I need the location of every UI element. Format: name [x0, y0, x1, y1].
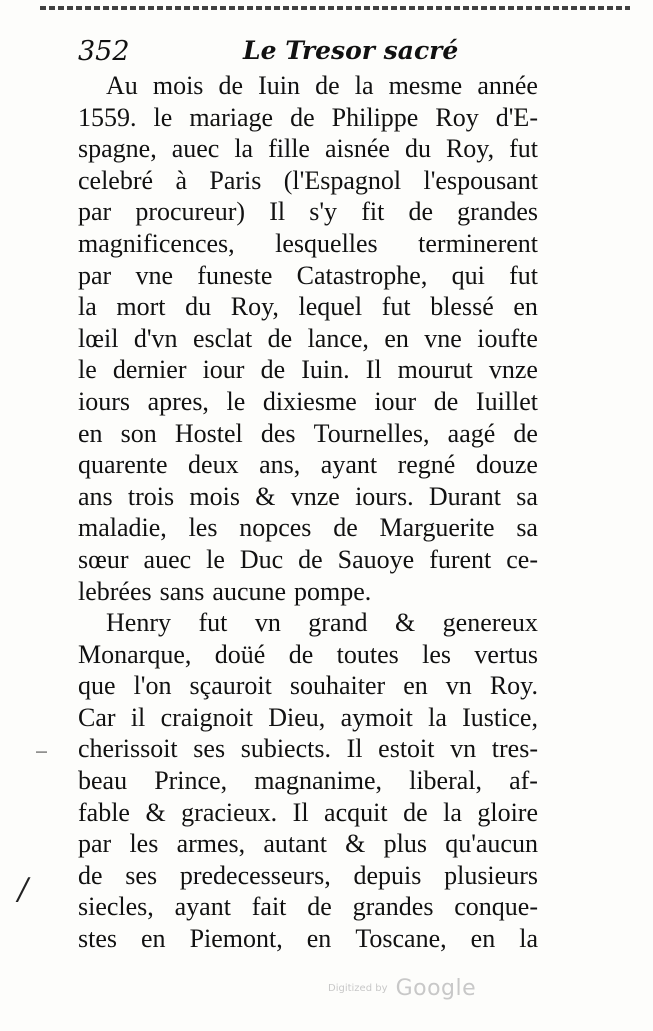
text-word: il	[130, 702, 146, 732]
text-word: craignoit	[160, 702, 253, 732]
text-word: Iustice,	[462, 702, 538, 732]
text-word: son	[120, 418, 157, 448]
text-word: aisnée	[324, 134, 390, 164]
text-word: les	[129, 829, 159, 859]
text-word: doüé	[214, 639, 266, 669]
text-word: plus	[383, 829, 427, 859]
text-word: souhaiter	[289, 671, 386, 701]
text-word: vne	[424, 323, 462, 353]
text-word: vn	[450, 734, 477, 764]
text-word: siecles,	[78, 892, 154, 922]
text-word: de	[290, 102, 315, 132]
running-head	[0, 36, 653, 72]
text-word: sa	[516, 513, 538, 543]
text-line	[78, 512, 538, 544]
text-line	[78, 449, 538, 481]
text-word: sçauroit	[189, 671, 272, 701]
text-word: 1559.	[78, 102, 137, 132]
text-word: la	[428, 702, 447, 732]
page-number: 352	[78, 36, 130, 67]
text-line	[78, 165, 538, 197]
text-word: de	[513, 418, 538, 448]
text-word: ioufte	[477, 323, 538, 353]
text-word: fille	[268, 134, 310, 164]
text-word: Catastrophe,	[296, 260, 428, 290]
text-word: la	[354, 71, 374, 100]
text-word: vertus	[474, 639, 538, 669]
text-word: ans,	[259, 450, 301, 480]
text-word: depuis	[353, 860, 422, 890]
text-word: &	[255, 481, 276, 511]
text-word: par	[78, 260, 112, 290]
text-word: Roy,	[230, 292, 279, 322]
body-text	[78, 70, 538, 955]
text-word: Il	[346, 734, 363, 764]
text-word: qui	[451, 260, 485, 290]
text-word: les	[188, 513, 218, 543]
text-word: dernier	[112, 355, 187, 385]
text-word: Tournelles,	[313, 418, 430, 448]
text-line	[78, 576, 538, 608]
text-word: iours.	[355, 481, 414, 511]
text-word: apres,	[147, 386, 209, 416]
text-word: lebrées	[78, 576, 152, 606]
text-word: funeste	[197, 260, 273, 290]
text-word: mourut	[397, 355, 473, 385]
text-line	[78, 418, 538, 450]
text-word: nopces	[239, 513, 312, 543]
text-word: en	[470, 924, 496, 954]
text-word: de	[315, 71, 340, 100]
text-word: furent	[429, 544, 492, 574]
text-word: lœil	[78, 323, 119, 353]
text-line	[78, 733, 538, 765]
text-word: lequel	[298, 292, 363, 322]
text-line	[78, 386, 538, 418]
text-line	[78, 860, 538, 892]
text-word: Roy	[435, 102, 479, 132]
text-word: Toscane,	[355, 924, 447, 954]
text-word: qu'aucun	[445, 829, 538, 859]
text-word: genereux	[442, 608, 538, 638]
text-word: la	[234, 134, 254, 164]
text-word: magnificences,	[78, 228, 235, 258]
text-word: Iuin.	[301, 355, 350, 385]
text-word: aymoit	[340, 702, 413, 732]
text-word: du	[185, 292, 212, 322]
text-word: Prince,	[154, 766, 228, 796]
text-word: l'on	[133, 671, 172, 701]
text-word: subiects.	[240, 734, 331, 764]
text-line	[78, 196, 538, 228]
text-word: esclat	[192, 323, 253, 353]
text-word: estoit	[378, 734, 435, 764]
text-word: auec	[171, 134, 220, 164]
text-word: par	[78, 197, 112, 227]
text-word: procureur)	[135, 197, 246, 227]
text-line	[78, 639, 538, 671]
text-word: en	[513, 292, 538, 322]
text-word: des	[260, 418, 296, 448]
text-word: fable	[78, 797, 130, 827]
text-word: ses	[125, 860, 158, 890]
text-word: de	[433, 386, 459, 416]
text-word: grandes	[352, 892, 434, 922]
text-word: la	[519, 924, 538, 954]
text-word: conque-	[454, 892, 538, 922]
text-word: trois	[127, 481, 175, 511]
text-word: de	[288, 639, 314, 669]
text-word: mois	[189, 481, 240, 511]
page-top-border	[40, 6, 630, 10]
text-word: auec	[143, 544, 192, 574]
margin-stroke-mark: /	[18, 872, 29, 907]
text-word: ayant	[320, 450, 378, 480]
text-word: s'y	[309, 197, 338, 227]
text-word: vn	[254, 608, 281, 638]
text-word: magnanime,	[254, 766, 382, 796]
text-word: Au	[106, 71, 138, 100]
text-word: mariage	[189, 102, 274, 132]
margin-dash-mark: _	[36, 728, 47, 753]
text-word: cherissoit	[78, 734, 178, 764]
text-word: iour	[374, 386, 417, 416]
text-word: spagne,	[78, 134, 157, 164]
text-word: iour	[202, 355, 245, 385]
text-word: le	[78, 355, 97, 385]
text-word: celebré	[78, 165, 154, 195]
text-word: liberal,	[409, 766, 483, 796]
text-line	[78, 828, 538, 860]
text-word: ses	[193, 734, 226, 764]
text-word: ce-	[506, 544, 538, 574]
watermark-brand: Google	[395, 976, 477, 1001]
text-word: vnze	[290, 481, 340, 511]
text-word: Dieu,	[268, 702, 326, 732]
text-word: pompe.	[294, 576, 372, 606]
text-word: de	[260, 355, 286, 385]
text-word: grandes	[457, 197, 538, 227]
text-line	[78, 607, 538, 639]
text-word: la	[78, 292, 97, 322]
text-word: aucune	[212, 576, 287, 606]
text-word: Iuillet	[475, 386, 538, 416]
text-word: blessé	[430, 292, 494, 322]
text-word: &	[394, 608, 416, 638]
text-word: d'vn	[133, 323, 178, 353]
text-word: en	[403, 671, 428, 701]
text-word: Henry	[106, 608, 171, 638]
text-line	[78, 797, 538, 829]
text-word: maladie,	[78, 513, 167, 543]
text-word: vn	[445, 671, 472, 701]
text-word: dixiesme	[262, 386, 357, 416]
text-word: acquit	[324, 797, 388, 827]
text-word: le	[206, 544, 225, 574]
text-word: l'espousant	[423, 165, 538, 195]
text-word: predecesseurs,	[179, 860, 331, 890]
text-word: de	[298, 544, 323, 574]
text-word: de	[403, 797, 428, 827]
text-word: stes	[78, 924, 117, 954]
text-word: Duc	[239, 544, 284, 574]
text-word: Il	[269, 197, 286, 227]
text-line	[78, 354, 538, 386]
text-word: aagé	[447, 418, 496, 448]
text-word: plusieurs	[444, 860, 538, 890]
text-word: fait	[251, 892, 287, 922]
text-line	[78, 670, 538, 702]
text-word: sans	[159, 576, 205, 606]
text-word: fut	[198, 608, 228, 638]
text-line	[78, 291, 538, 323]
text-word: gracieux.	[181, 797, 278, 827]
text-word: à	[175, 165, 187, 195]
text-word: sa	[516, 481, 538, 511]
text-word: Roy.	[489, 671, 538, 701]
text-word: la	[443, 797, 462, 827]
text-word: fut	[509, 260, 538, 290]
text-word: fut	[509, 134, 538, 164]
text-word: grand	[308, 608, 368, 638]
text-word: douze	[475, 450, 538, 480]
running-title: Le Tresor sacré	[243, 36, 459, 65]
text-word: ans	[78, 481, 113, 511]
text-word: (l'Espagnol	[283, 165, 402, 195]
text-word: de	[78, 860, 103, 890]
text-word: vne	[135, 260, 174, 290]
text-word: &	[345, 829, 366, 859]
text-word: que	[78, 671, 116, 701]
text-word: tres-	[491, 734, 538, 764]
text-word: mesme	[388, 71, 463, 100]
text-word: vnze	[488, 355, 538, 385]
text-word: ayant	[174, 892, 231, 922]
text-word: Paris	[209, 165, 262, 195]
text-line	[78, 228, 538, 260]
text-word: mois	[152, 71, 204, 100]
text-word: en	[384, 323, 409, 353]
text-word: deux	[188, 450, 239, 480]
text-word: de	[267, 323, 293, 353]
text-word: en	[78, 418, 103, 448]
watermark-prefix: Digitized by	[328, 983, 388, 994]
text-line	[78, 70, 538, 102]
text-word: année	[477, 71, 538, 100]
text-word: en	[141, 924, 166, 954]
text-word: les	[422, 639, 452, 669]
text-word: mort	[116, 292, 166, 322]
text-line	[78, 102, 538, 134]
text-line	[78, 544, 538, 576]
text-word: par	[78, 829, 112, 859]
text-word: fut	[381, 292, 411, 322]
text-word: Durant	[428, 481, 502, 511]
text-word: de	[307, 892, 332, 922]
text-line	[78, 765, 538, 797]
text-word: Hostel	[174, 418, 243, 448]
text-word: Piemont,	[189, 924, 283, 954]
text-word: regné	[397, 450, 456, 480]
text-word: quarente	[78, 450, 168, 480]
text-word: Philippe	[331, 102, 419, 132]
text-word: Car	[78, 702, 116, 732]
text-word: terminerent	[418, 228, 538, 258]
text-word: lance,	[307, 323, 369, 353]
text-word: toutes	[336, 639, 399, 669]
digitized-watermark	[328, 976, 476, 1001]
text-word: le	[226, 386, 246, 416]
text-word: Monarque,	[78, 639, 192, 669]
text-word: Roy,	[445, 134, 495, 164]
text-word: Iuin	[258, 71, 301, 100]
text-word: de	[218, 71, 244, 100]
text-word: du	[404, 134, 431, 164]
text-word: fit	[361, 197, 385, 227]
text-line	[78, 481, 538, 513]
text-line	[78, 260, 538, 292]
text-word: Il	[365, 355, 382, 385]
text-word: &	[145, 797, 166, 827]
text-line	[78, 323, 538, 355]
text-word: Il	[292, 797, 309, 827]
text-word: d'E-	[495, 102, 538, 132]
text-word: Sauoye	[337, 544, 415, 574]
text-word: af-	[509, 766, 538, 796]
text-line	[78, 702, 538, 734]
text-line	[78, 923, 538, 955]
text-word: sœur	[78, 544, 129, 574]
text-word: Marguerite	[379, 513, 495, 543]
text-word: iours	[78, 386, 130, 416]
text-line	[78, 891, 538, 923]
text-word: autant	[263, 829, 327, 859]
text-line	[78, 133, 538, 165]
text-word: beau	[78, 766, 128, 796]
text-word: de	[408, 197, 433, 227]
text-word: le	[153, 102, 173, 132]
text-word: lesquelles	[275, 228, 378, 258]
text-word: gloire	[477, 797, 538, 827]
text-word: de	[333, 513, 358, 543]
text-word: armes,	[176, 829, 246, 859]
text-word: en	[306, 924, 332, 954]
